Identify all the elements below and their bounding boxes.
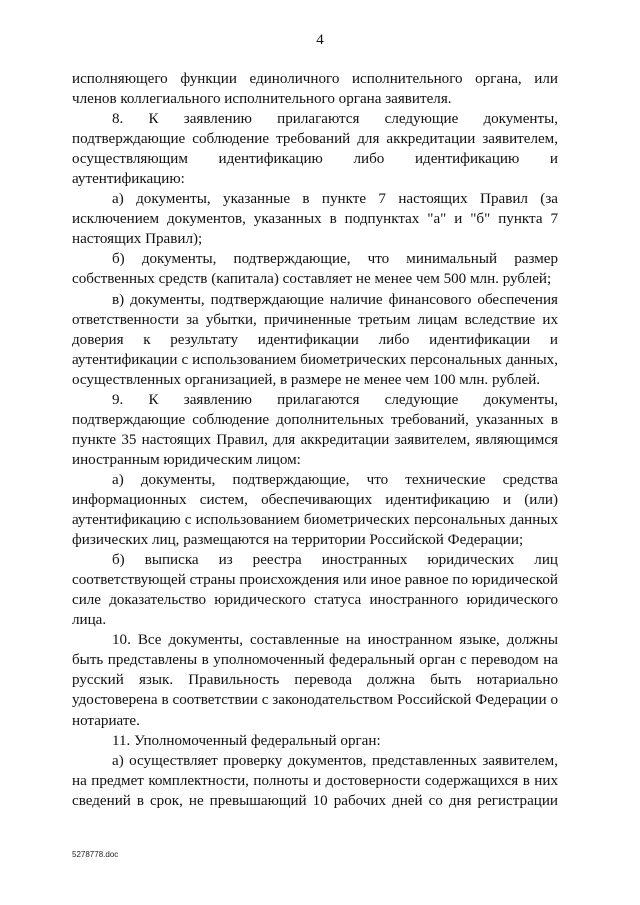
paragraph-item-8: 8. К заявлению прилагаются следующие документы, подтверждающие соблюдение требований для аккредитации заявителем, осуществляющим идентификацию либо идентификацию и аутентификацию: bbox=[72, 111, 558, 188]
paragraph-item-9b: б) выписка из реестра иностранных юридических лиц соответствующей страны происхождения или иное равное по юридической силе доказательство юридического статуса иностранного юридического лица. bbox=[72, 552, 558, 629]
paragraph-item-11a: а) осуществляет проверку документов, представленных заявителем, на предмет комплектности, полноты и достоверности содержащихся в них сведений в срок, не превышающий 10 рабочих дней со дня регистрации bbox=[72, 752, 558, 809]
paragraph-item-8b: б) документы, подтверждающие, что минимальный размер собственных средств (капитала) составляет не менее чем 500 млн. рублей; bbox=[72, 251, 558, 288]
document-body bbox=[72, 69, 558, 811]
paragraph-item-9: 9. К заявлению прилагаются следующие документы, подтверждающие соблюдение дополнительных требований, указанных в пункте 35 настоящих Правил, для аккредитации заявителем, являющимся иностранным юридическим лицом: bbox=[72, 391, 558, 468]
paragraph-item-11: 11. Уполномоченный федеральный орган: bbox=[112, 732, 381, 749]
paragraph-item-8a: а) документы, указанные в пункте 7 настоящих Правил (за исключением документов, указанных в подпунктах "а" и "б" пункта 7 настоящих Правил); bbox=[72, 191, 558, 248]
paragraph-item-10: 10. Все документы, составленные на иностранном языке, должны быть представлены в уполномоченный федеральный орган с переводом на русский язык. Правильность перевода должна быть нотариально удостоверена в соответствии с законодательством Российской Федерации о нотариате. bbox=[72, 632, 558, 729]
paragraph-item-9a: а) документы, подтверждающие, что технические средства информационных систем, обеспечивающих идентификацию и (или) аутентификацию с использованием биометрических персональных данных физических лиц, размещаются на территории Российской Федерации; bbox=[72, 471, 558, 549]
paragraph-item-8v: в) документы, подтверждающие наличие финансового обеспечения ответственности за убытки, причиненные третьим лицам вследствие их доверия к результату идентификации либо идентификации и аутентификации с использованием биометрических персональных данных, осуществленных организацией, в размере не менее чем 100 млн. рублей. bbox=[72, 291, 558, 388]
document-file-code: 5278778.doc bbox=[72, 850, 119, 859]
paragraph-continuation: исполняющего функции единоличного исполнительного органа, или членов коллегиального исполнительного органа заявителя. bbox=[72, 71, 558, 108]
page-number: 4 bbox=[316, 32, 324, 48]
